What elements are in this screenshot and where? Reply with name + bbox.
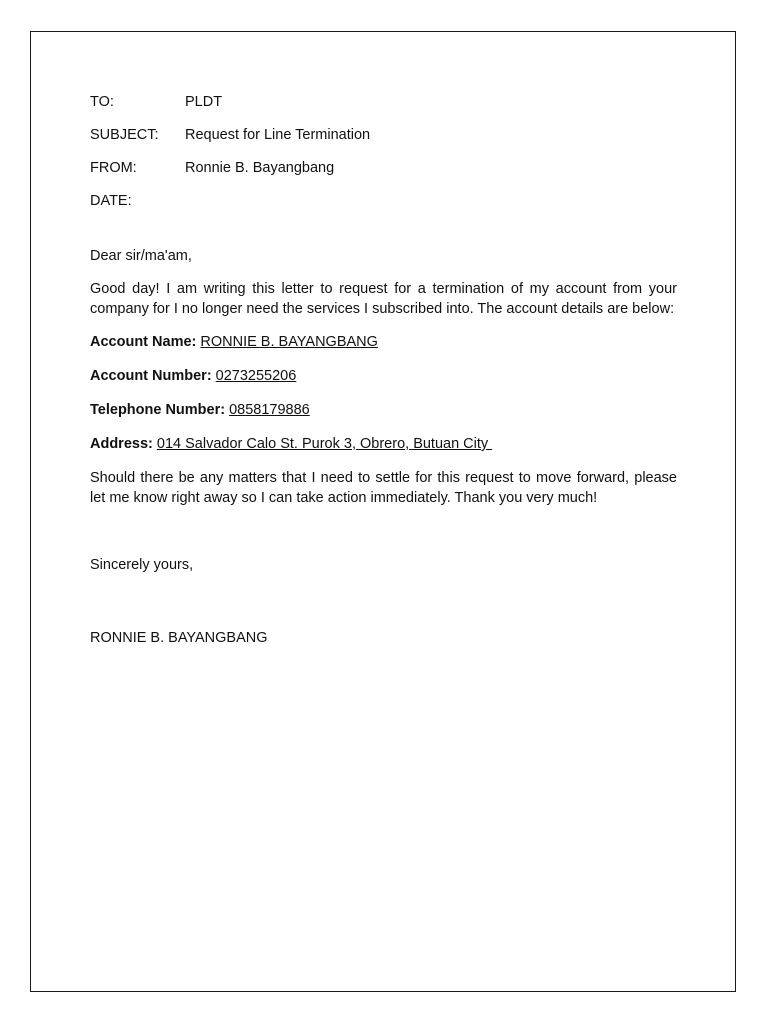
subject-label: SUBJECT: bbox=[90, 127, 159, 143]
to-row bbox=[90, 92, 677, 112]
address-row bbox=[90, 434, 677, 454]
from-label: FROM: bbox=[90, 160, 137, 176]
telephone-value: 0858179886 bbox=[229, 402, 310, 418]
from-value: Ronnie B. Bayangbang bbox=[185, 160, 335, 176]
address-label: Address: bbox=[90, 436, 157, 452]
account-name-label: Account Name: bbox=[90, 334, 201, 350]
signature-name: RONNIE B. BAYANGBANG bbox=[90, 630, 268, 646]
subject-value: Request for Line Termination bbox=[185, 127, 371, 143]
account-name-value: RONNIE B. BAYANGBANG bbox=[200, 334, 378, 350]
intro-paragraph: Good day! I am writing this letter to request for a termination of my account from your company for I no longer need the services I subscribed into. The account details are below: bbox=[90, 281, 677, 317]
subject-row bbox=[90, 125, 677, 145]
telephone-label: Telephone Number: bbox=[90, 402, 230, 418]
closing-line: Sincerely yours, bbox=[90, 557, 194, 573]
account-number-label: Account Number: bbox=[90, 368, 216, 384]
letter-body bbox=[90, 92, 677, 648]
account-number-value: 0273255206 bbox=[215, 368, 297, 384]
telephone-row bbox=[90, 400, 677, 420]
date-label: DATE: bbox=[90, 193, 132, 209]
from-row bbox=[90, 158, 677, 178]
closing-paragraph: Should there be any matters that I need to settle for this request to move forward, please let me know right away so I can take action immediately. Thank you very much! bbox=[90, 470, 677, 506]
salutation: Dear sir/ma'am, bbox=[90, 248, 192, 264]
account-name-row bbox=[90, 332, 677, 352]
address-value: 014 Salvador Calo St. Purok 3, Obrero, Butuan City bbox=[156, 436, 493, 452]
to-label: TO: bbox=[90, 94, 114, 110]
date-row bbox=[90, 191, 677, 211]
account-number-row bbox=[90, 366, 677, 386]
to-value: PLDT bbox=[185, 94, 223, 110]
